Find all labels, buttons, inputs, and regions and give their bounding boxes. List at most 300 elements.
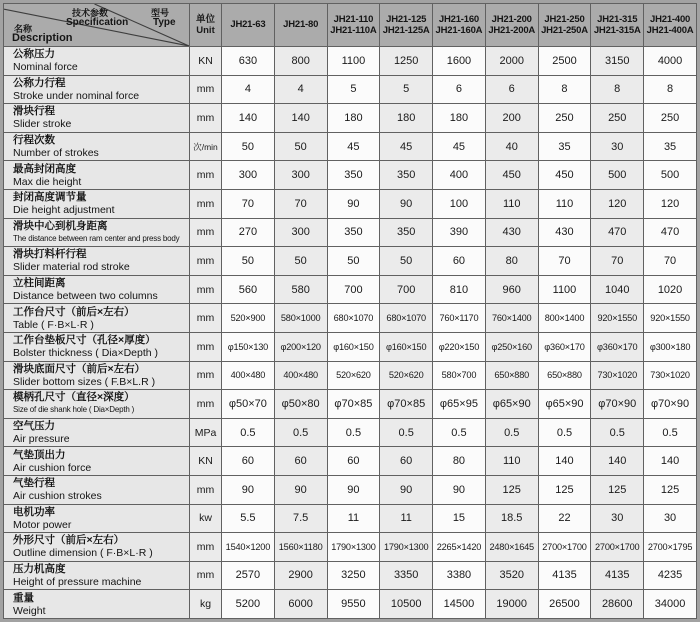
spec-table <box>3 3 697 619</box>
value-cell: 30 <box>591 132 644 161</box>
value-cell: 14500 <box>433 590 486 619</box>
unit-column-header <box>190 4 222 47</box>
value-cell: 40 <box>485 132 538 161</box>
unit-cell: mm <box>190 247 222 276</box>
value-cell: 470 <box>644 218 697 247</box>
spec-row <box>4 132 697 161</box>
spec-name-en: Table ( F·B×L·R ) <box>13 318 94 331</box>
spec-row <box>4 561 697 590</box>
spec-name-en: Number of strokes <box>13 147 99 160</box>
spec-label-en: Specification <box>66 17 129 28</box>
value-cell: 1250 <box>380 47 433 76</box>
value-cell: 140 <box>591 447 644 476</box>
spec-name-en: Slider stroke <box>13 118 72 131</box>
value-cell: 2570 <box>222 561 275 590</box>
spec-name-zh: 压力机高度 <box>13 562 66 575</box>
model-header: JH21-200 JH21-200A <box>485 4 538 47</box>
value-cell: 920×1550 <box>591 304 644 333</box>
model-header: JH21-400 JH21-400A <box>644 4 697 47</box>
value-cell: 34000 <box>644 590 697 619</box>
spec-name-en: Bolster thickness ( Dia×Depth ) <box>13 347 159 360</box>
spec-name-zh: 气垫顶出力 <box>13 448 66 461</box>
value-cell: 30 <box>591 504 644 533</box>
spec-name-en: Max die height <box>13 175 82 188</box>
value-cell: 300 <box>274 218 327 247</box>
model-header: JH21-315 JH21-315A <box>591 4 644 47</box>
value-cell: φ200×120 <box>274 332 327 361</box>
value-cell: 110 <box>485 189 538 218</box>
value-cell: 650×880 <box>485 361 538 390</box>
value-cell: φ160×150 <box>380 332 433 361</box>
spec-name-zh: 重量 <box>13 591 34 604</box>
value-cell: 45 <box>433 132 486 161</box>
value-cell: 250 <box>591 104 644 133</box>
spec-name-zh: 公称压力 <box>13 48 55 61</box>
model-header: JH21-125 JH21-125A <box>380 4 433 47</box>
value-cell: 390 <box>433 218 486 247</box>
spec-description-cell <box>4 104 190 133</box>
spec-description-cell <box>4 390 190 419</box>
model-header: JH21-160 JH21-160A <box>433 4 486 47</box>
value-cell: 2265×1420 <box>433 533 486 562</box>
value-cell: 70 <box>222 189 275 218</box>
spec-description-cell <box>4 561 190 590</box>
type-label-en: Type <box>153 17 176 28</box>
value-cell: 6000 <box>274 590 327 619</box>
value-cell: 50 <box>222 132 275 161</box>
value-cell: 0.5 <box>591 418 644 447</box>
corner-diagonal <box>4 4 189 46</box>
spec-name-zh: 封闭高度调节量 <box>13 191 87 204</box>
value-cell: 2000 <box>485 47 538 76</box>
spec-name-zh: 最高封闭高度 <box>13 162 76 175</box>
value-cell: 60 <box>380 447 433 476</box>
value-cell: 18.5 <box>485 504 538 533</box>
value-cell: 2900 <box>274 561 327 590</box>
value-cell: 470 <box>591 218 644 247</box>
spec-label-zh: 技术参数 <box>72 8 109 18</box>
spec-row <box>4 75 697 104</box>
value-cell: 250 <box>538 104 591 133</box>
header-row <box>4 4 697 47</box>
value-cell: 680×1070 <box>380 304 433 333</box>
value-cell: 500 <box>591 161 644 190</box>
spec-name-en: Die height adjustment <box>13 204 115 217</box>
value-cell: 1560×1180 <box>274 533 327 562</box>
value-cell: 3520 <box>485 561 538 590</box>
value-cell: 4235 <box>644 561 697 590</box>
value-cell: 3250 <box>327 561 380 590</box>
spec-name-zh: 模柄孔尺寸（直径×深度） <box>13 391 135 404</box>
spec-name-zh: 滑块中心到机身距离 <box>13 219 108 232</box>
spec-description-cell <box>4 447 190 476</box>
value-cell: 60 <box>274 447 327 476</box>
unit-cell: mm <box>190 218 222 247</box>
spec-description-cell <box>4 47 190 76</box>
value-cell: 35 <box>644 132 697 161</box>
unit-cell: mm <box>190 361 222 390</box>
value-cell: 90 <box>380 475 433 504</box>
spec-description-cell <box>4 218 190 247</box>
spec-name-zh: 滑块底面尺寸（前后×左右） <box>13 362 146 375</box>
unit-header-en: Unit <box>196 25 215 36</box>
spec-description-cell <box>4 533 190 562</box>
value-cell: 4000 <box>644 47 697 76</box>
value-cell: 5 <box>380 75 433 104</box>
value-cell: 3350 <box>380 561 433 590</box>
spec-name-en: Air cushion strokes <box>13 490 102 503</box>
value-cell: 0.5 <box>538 418 591 447</box>
spec-row <box>4 218 697 247</box>
value-cell: φ70×85 <box>327 390 380 419</box>
spec-row <box>4 104 697 133</box>
value-cell: 11 <box>327 504 380 533</box>
unit-cell: mm <box>190 561 222 590</box>
spec-name-zh: 气垫行程 <box>13 477 55 490</box>
value-cell: 50 <box>327 247 380 276</box>
value-cell: 90 <box>380 189 433 218</box>
value-cell: 520×620 <box>327 361 380 390</box>
unit-cell: mm <box>190 475 222 504</box>
value-cell: 90 <box>327 189 380 218</box>
spec-name-zh: 立柱间距离 <box>13 277 66 290</box>
value-cell: 270 <box>222 218 275 247</box>
spec-name-en: Slider material rod stroke <box>13 261 130 274</box>
unit-cell: MPa <box>190 418 222 447</box>
unit-header-zh: 单位 <box>195 13 215 25</box>
value-cell: 760×1400 <box>485 304 538 333</box>
model-header: JH21-80 <box>274 4 327 47</box>
value-cell: 6 <box>433 75 486 104</box>
value-cell: 0.5 <box>644 418 697 447</box>
spec-name-en: Weight <box>13 604 46 617</box>
spec-row <box>4 47 697 76</box>
value-cell: 35 <box>538 132 591 161</box>
header-corner-cell <box>4 4 190 47</box>
value-cell: 50 <box>274 132 327 161</box>
value-cell: 125 <box>538 475 591 504</box>
value-cell: 50 <box>274 247 327 276</box>
value-cell: 1020 <box>644 275 697 304</box>
unit-cell: kg <box>190 590 222 619</box>
value-cell: 60 <box>222 447 275 476</box>
value-cell: 140 <box>644 447 697 476</box>
value-cell: 120 <box>644 189 697 218</box>
value-cell: 100 <box>433 189 486 218</box>
value-cell: 700 <box>327 275 380 304</box>
value-cell: 400 <box>433 161 486 190</box>
value-cell: 50 <box>380 247 433 276</box>
value-cell: 45 <box>327 132 380 161</box>
value-cell: φ70×85 <box>380 390 433 419</box>
value-cell: 0.5 <box>222 418 275 447</box>
spec-row <box>4 275 697 304</box>
value-cell: 700 <box>380 275 433 304</box>
value-cell: 300 <box>222 161 275 190</box>
value-cell: 300 <box>274 161 327 190</box>
value-cell: 4135 <box>591 561 644 590</box>
value-cell: 28600 <box>591 590 644 619</box>
description-label-zh: 名称 <box>14 24 33 34</box>
spec-description-cell <box>4 361 190 390</box>
value-cell: 5 <box>327 75 380 104</box>
value-cell: φ360×170 <box>538 332 591 361</box>
spec-name-zh: 滑块打料杆行程 <box>13 248 87 261</box>
value-cell: 520×620 <box>380 361 433 390</box>
value-cell: 800 <box>274 47 327 76</box>
value-cell: 0.5 <box>274 418 327 447</box>
spec-name-en: Air pressure <box>13 433 70 446</box>
value-cell: 4 <box>274 75 327 104</box>
unit-cell: mm <box>190 189 222 218</box>
value-cell: 580×700 <box>433 361 486 390</box>
value-cell: 4135 <box>538 561 591 590</box>
value-cell: 9550 <box>327 590 380 619</box>
unit-cell: mm <box>190 104 222 133</box>
value-cell: φ150×130 <box>222 332 275 361</box>
spec-description-cell <box>4 590 190 619</box>
value-cell: 1790×1300 <box>380 533 433 562</box>
value-cell: 15 <box>433 504 486 533</box>
value-cell: 350 <box>380 218 433 247</box>
value-cell: 430 <box>485 218 538 247</box>
value-cell: 200 <box>485 104 538 133</box>
spec-row <box>4 504 697 533</box>
value-cell: 70 <box>538 247 591 276</box>
value-cell: 1540×1200 <box>222 533 275 562</box>
value-cell: 400×480 <box>274 361 327 390</box>
value-cell: 500 <box>644 161 697 190</box>
value-cell: φ300×180 <box>644 332 697 361</box>
value-cell: 60 <box>433 247 486 276</box>
value-cell: 3380 <box>433 561 486 590</box>
value-cell: 2700×1700 <box>591 533 644 562</box>
spec-description-cell <box>4 161 190 190</box>
value-cell: 120 <box>591 189 644 218</box>
value-cell: 1100 <box>327 47 380 76</box>
value-cell: 960 <box>485 275 538 304</box>
value-cell: 1040 <box>591 275 644 304</box>
value-cell: 180 <box>433 104 486 133</box>
model-header: JH21-63 <box>222 4 275 47</box>
value-cell: 680×1070 <box>327 304 380 333</box>
spec-description-cell <box>4 247 190 276</box>
unit-cell: mm <box>190 161 222 190</box>
value-cell: 2700×1795 <box>644 533 697 562</box>
unit-cell: mm <box>190 390 222 419</box>
value-cell: 730×1020 <box>644 361 697 390</box>
value-cell: 520×900 <box>222 304 275 333</box>
value-cell: 810 <box>433 275 486 304</box>
value-cell: φ50×70 <box>222 390 275 419</box>
spec-name-en: Stroke under nominal force <box>13 89 140 102</box>
value-cell: 140 <box>222 104 275 133</box>
spec-row <box>4 304 697 333</box>
value-cell: 19000 <box>485 590 538 619</box>
value-cell: 450 <box>538 161 591 190</box>
value-cell: 70 <box>591 247 644 276</box>
value-cell: 580×1000 <box>274 304 327 333</box>
value-cell: 60 <box>327 447 380 476</box>
spec-name-en: Slider bottom sizes ( F.B×L.R ) <box>13 375 156 388</box>
value-cell: 125 <box>644 475 697 504</box>
value-cell: 6 <box>485 75 538 104</box>
value-cell: 11 <box>380 504 433 533</box>
spec-name-zh: 工作台垫板尺寸（孔径×厚度） <box>13 334 156 347</box>
unit-cell: KN <box>190 47 222 76</box>
value-cell: 400×480 <box>222 361 275 390</box>
unit-cell: mm <box>190 75 222 104</box>
value-cell: 0.5 <box>485 418 538 447</box>
value-cell: 1600 <box>433 47 486 76</box>
spec-description-cell <box>4 418 190 447</box>
spec-description-cell <box>4 475 190 504</box>
spec-description-cell <box>4 132 190 161</box>
value-cell: φ250×160 <box>485 332 538 361</box>
value-cell: 5.5 <box>222 504 275 533</box>
spec-row <box>4 533 697 562</box>
value-cell: 0.5 <box>380 418 433 447</box>
spec-description-cell <box>4 504 190 533</box>
spec-row <box>4 161 697 190</box>
spec-row <box>4 590 697 619</box>
value-cell: 125 <box>485 475 538 504</box>
value-cell: 3150 <box>591 47 644 76</box>
value-cell: 1790×1300 <box>327 533 380 562</box>
value-cell: 70 <box>274 189 327 218</box>
spec-name-en: Size of die shank hole ( Dia×Depth ) <box>13 405 135 415</box>
value-cell: 920×1550 <box>644 304 697 333</box>
value-cell: 140 <box>274 104 327 133</box>
value-cell: 760×1170 <box>433 304 486 333</box>
value-cell: 110 <box>485 447 538 476</box>
spec-name-en: Height of pressure machine <box>13 575 142 588</box>
value-cell: 7.5 <box>274 504 327 533</box>
value-cell: 90 <box>274 475 327 504</box>
value-cell: 350 <box>327 218 380 247</box>
spec-name-en: Motor power <box>13 518 72 531</box>
spec-name-zh: 工作台尺寸（前后×左右） <box>13 305 135 318</box>
value-cell: 180 <box>327 104 380 133</box>
unit-cell: KN <box>190 447 222 476</box>
value-cell: 2700×1700 <box>538 533 591 562</box>
spec-name-zh: 滑块行程 <box>13 105 55 118</box>
value-cell: 8 <box>644 75 697 104</box>
value-cell: 650×880 <box>538 361 591 390</box>
value-cell: 8 <box>538 75 591 104</box>
spec-row <box>4 447 697 476</box>
value-cell: 1100 <box>538 275 591 304</box>
value-cell: 110 <box>538 189 591 218</box>
model-header: JH21-250 JH21-250A <box>538 4 591 47</box>
value-cell: 560 <box>222 275 275 304</box>
spec-name-zh: 公称力行程 <box>13 76 66 89</box>
value-cell: 22 <box>538 504 591 533</box>
value-cell: 630 <box>222 47 275 76</box>
spec-description-cell <box>4 189 190 218</box>
value-cell: 0.5 <box>327 418 380 447</box>
value-cell: φ220×150 <box>433 332 486 361</box>
value-cell: 80 <box>485 247 538 276</box>
spec-row <box>4 247 697 276</box>
value-cell: 800×1400 <box>538 304 591 333</box>
spec-name-en: Outline dimension ( F·B×L·R ) <box>13 547 153 560</box>
value-cell: φ65×90 <box>485 390 538 419</box>
value-cell: φ70×90 <box>644 390 697 419</box>
value-cell: 26500 <box>538 590 591 619</box>
spec-row <box>4 390 697 419</box>
value-cell: 70 <box>644 247 697 276</box>
type-label-zh: 型号 <box>151 8 170 18</box>
spec-description-cell <box>4 332 190 361</box>
value-cell: φ160×150 <box>327 332 380 361</box>
value-cell: 2500 <box>538 47 591 76</box>
value-cell: 90 <box>433 475 486 504</box>
value-cell: 430 <box>538 218 591 247</box>
spec-name-en: Distance between two columns <box>13 290 158 303</box>
value-cell: 90 <box>222 475 275 504</box>
spec-row <box>4 361 697 390</box>
spec-name-zh: 行程次数 <box>13 134 55 147</box>
value-cell: 4 <box>222 75 275 104</box>
value-cell: 730×1020 <box>591 361 644 390</box>
description-label-en: Description <box>12 32 73 44</box>
spec-name-zh: 外形尺寸（前后×左右） <box>13 534 125 547</box>
unit-cell: mm <box>190 533 222 562</box>
spec-name-zh: 空气压力 <box>13 420 55 433</box>
unit-cell: mm <box>190 332 222 361</box>
spec-name-en: The distance between ram center and press body <box>13 233 180 243</box>
spec-description-cell <box>4 304 190 333</box>
value-cell: 0.5 <box>433 418 486 447</box>
spec-name-zh: 电机功率 <box>13 505 55 518</box>
unit-cell: 次/min <box>190 132 222 161</box>
value-cell: φ65×95 <box>433 390 486 419</box>
value-cell: 5200 <box>222 590 275 619</box>
value-cell: 450 <box>485 161 538 190</box>
value-cell: 250 <box>644 104 697 133</box>
spec-description-cell <box>4 75 190 104</box>
spec-name-en: Nominal force <box>13 61 78 74</box>
spec-row <box>4 418 697 447</box>
value-cell: 2480×1645 <box>485 533 538 562</box>
value-cell: 180 <box>380 104 433 133</box>
value-cell: 10500 <box>380 590 433 619</box>
value-cell: 8 <box>591 75 644 104</box>
spec-row <box>4 475 697 504</box>
value-cell: 80 <box>433 447 486 476</box>
value-cell: φ50×80 <box>274 390 327 419</box>
value-cell: φ360×170 <box>591 332 644 361</box>
spec-row <box>4 332 697 361</box>
unit-cell: mm <box>190 304 222 333</box>
value-cell: 45 <box>380 132 433 161</box>
value-cell: 90 <box>327 475 380 504</box>
unit-cell: mm <box>190 275 222 304</box>
value-cell: φ70×90 <box>591 390 644 419</box>
spec-row <box>4 189 697 218</box>
spec-description-cell <box>4 275 190 304</box>
value-cell: 140 <box>538 447 591 476</box>
value-cell: 30 <box>644 504 697 533</box>
value-cell: φ65×90 <box>538 390 591 419</box>
value-cell: 350 <box>380 161 433 190</box>
value-cell: 580 <box>274 275 327 304</box>
spec-name-en: Air cushion force <box>13 461 92 474</box>
value-cell: 50 <box>222 247 275 276</box>
unit-cell: kw <box>190 504 222 533</box>
value-cell: 125 <box>591 475 644 504</box>
